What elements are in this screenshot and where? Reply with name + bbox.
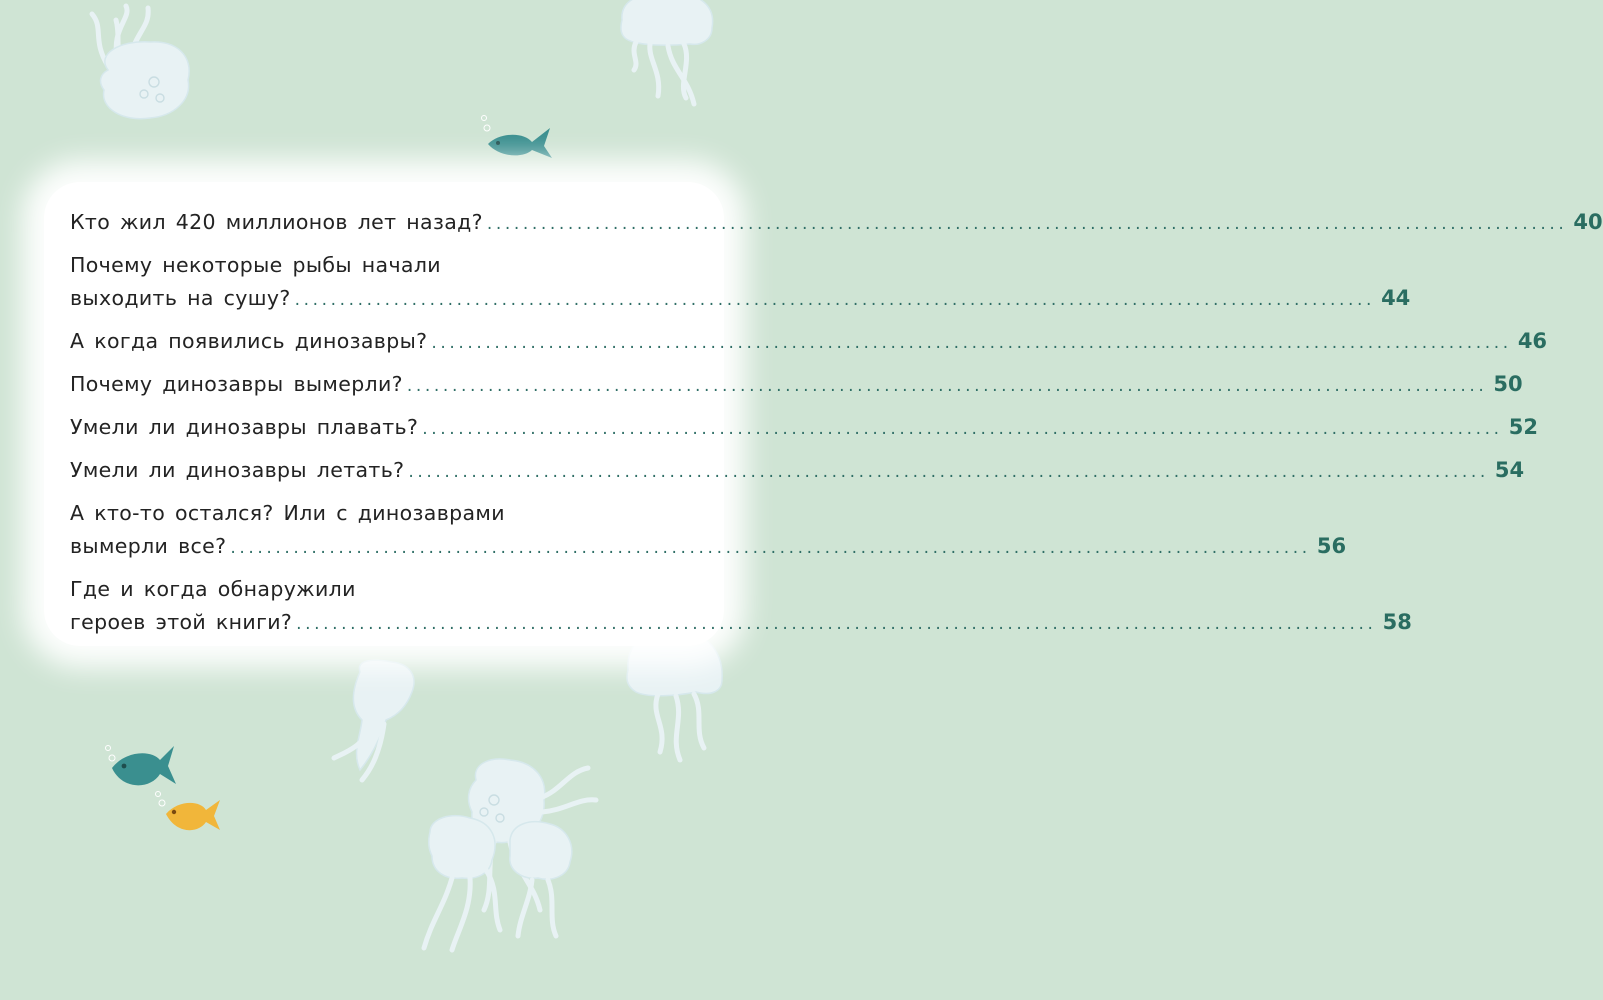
toc-entry-line [70, 282, 1411, 317]
toc-page-number: 52 [1508, 415, 1538, 439]
toc-entry-title: А кто-то остался? Или с динозаврами [70, 501, 505, 525]
toc-entry[interactable] [70, 249, 1411, 317]
toc-entry[interactable] [70, 497, 1347, 565]
toc-entry-title: выходить на сушу? [70, 286, 291, 310]
toc-page-number: 56 [1316, 534, 1347, 558]
toc-entry-title: Где и когда обнаружили [70, 577, 356, 601]
toc-entry-line [70, 249, 662, 282]
fish-top [482, 116, 553, 159]
toc-entry-line [70, 454, 1525, 489]
toc-entry-line [70, 325, 1548, 360]
toc-page-number: 58 [1382, 610, 1412, 634]
toc-page-number: 46 [1517, 329, 1548, 353]
toc-page-number: 50 [1493, 372, 1523, 396]
toc-entry-line [70, 206, 1603, 241]
toc-entry-title: Почему динозавры вымерли? [70, 372, 403, 396]
toc-entry-title: Умели ли динозавры плавать? [70, 415, 419, 439]
toc-entry[interactable] [70, 368, 1523, 403]
toc-entry-line [70, 368, 1523, 403]
toc-entry-title: вымерли все? [70, 534, 227, 558]
toc-leader-dots: ........................................................................................................................ [294, 290, 1376, 310]
toc-page-number: 44 [1381, 286, 1411, 310]
toc-entry-line [70, 411, 1538, 446]
toc-entry[interactable] [70, 325, 1548, 360]
toc-entry-title: героев этой книги? [70, 610, 293, 634]
toc-page-number: 40 [1573, 210, 1603, 234]
toc-entry-title: Умели ли динозавры летать? [70, 458, 405, 482]
fish-yellow [156, 792, 221, 831]
toc-entry-title: Кто жил 420 миллионов лет назад? [70, 210, 483, 234]
jellyfish-bell [101, 42, 190, 119]
toc-entry-line [70, 573, 662, 606]
jellyfish-top-right [621, 0, 713, 45]
fish-teal [106, 746, 177, 786]
toc-leader-dots: ........................................................................................................................ [408, 462, 1489, 482]
table-of-contents [70, 206, 1603, 649]
toc-entry[interactable] [70, 206, 1603, 241]
jellyfish-center [354, 660, 414, 770]
toc-page-number: 54 [1494, 458, 1525, 482]
toc-leader-dots: ........................................................................................................................ [406, 376, 1488, 396]
toc-entry-line [70, 606, 1412, 641]
toc-leader-dots: ........................................................................................................................ [431, 333, 1512, 353]
toc-entry[interactable] [70, 454, 1525, 489]
toc-entry-title: Почему некоторые рыбы начали [70, 253, 441, 277]
toc-leader-dots: ........................................................................................................................ [486, 214, 1568, 234]
toc-entry-line [70, 530, 1347, 565]
toc-entry[interactable] [70, 411, 1538, 446]
toc-entry-line [70, 497, 662, 530]
toc-entry[interactable] [70, 573, 1412, 641]
toc-leader-dots: ........................................................................................................................ [422, 419, 1503, 439]
toc-leader-dots: ........................................................................................................................ [296, 614, 1377, 634]
jellyfish-bottom-right [510, 822, 572, 879]
toc-entry-title: А когда появились динозавры? [70, 329, 428, 353]
toc-leader-dots: ........................................................................................................................ [230, 538, 1311, 558]
